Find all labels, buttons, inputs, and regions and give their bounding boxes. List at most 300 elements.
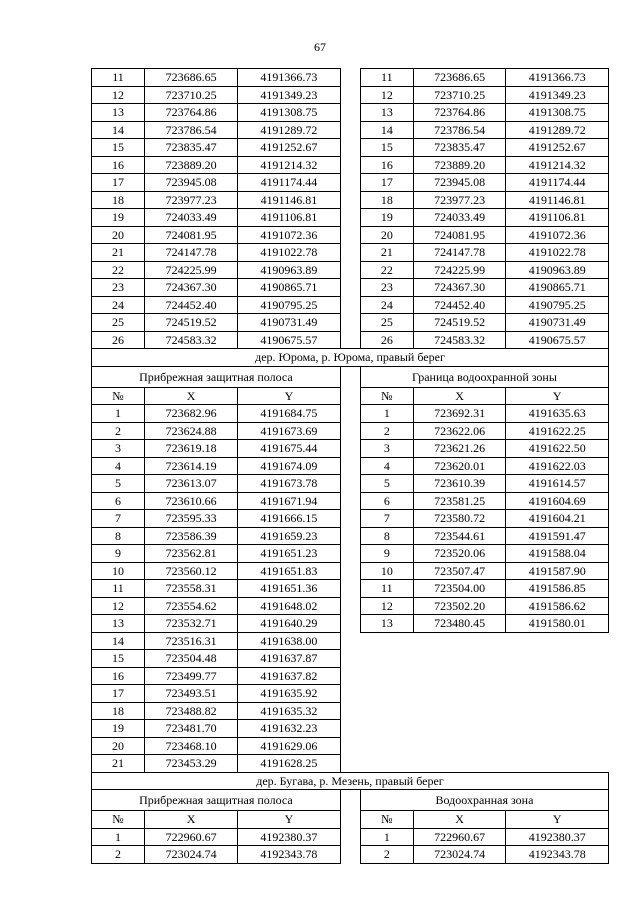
right-empty-cell <box>413 667 506 685</box>
left-y-coordinate: 4191106.81 <box>238 209 341 227</box>
subsection-titles-row <box>92 790 609 811</box>
right-y-coordinate: 4191289.72 <box>506 121 609 139</box>
column-gap <box>340 580 360 598</box>
right-x-coordinate: 723945.08 <box>413 174 506 192</box>
table-row <box>92 650 609 668</box>
left-point-number: 9 <box>92 545 145 563</box>
right-point-number: 13 <box>360 615 413 633</box>
left-y-coordinate: 4191349.23 <box>238 86 341 104</box>
table-row <box>92 331 609 349</box>
right-y-coordinate: 4191604.21 <box>506 510 609 528</box>
column-gap <box>340 737 360 755</box>
right-y-coordinate: 4191252.67 <box>506 139 609 157</box>
right-point-number: № <box>360 811 413 829</box>
right-empty-cell <box>360 650 413 668</box>
left-point-number: 21 <box>92 755 145 773</box>
right-point-number: 10 <box>360 562 413 580</box>
left-x-coordinate: 723786.54 <box>145 121 238 139</box>
left-y-coordinate: 4191675.44 <box>238 440 341 458</box>
left-x-coordinate: 724367.30 <box>145 279 238 297</box>
left-y-coordinate: 4191174.44 <box>238 174 341 192</box>
left-x-coordinate: 724081.95 <box>145 226 238 244</box>
left-y-coordinate: 4191659.23 <box>238 527 341 545</box>
left-point-number: 19 <box>92 209 145 227</box>
left-y-coordinate: 4191637.87 <box>238 650 341 668</box>
subsection-titles-row <box>92 366 609 387</box>
left-point-number: 13 <box>92 104 145 122</box>
table-row <box>92 632 609 650</box>
right-empty-cell <box>413 685 506 703</box>
table-row <box>92 702 609 720</box>
right-empty-cell <box>413 737 506 755</box>
left-y-coordinate: 4191072.36 <box>238 226 341 244</box>
column-gap <box>340 405 360 423</box>
left-point-number: 20 <box>92 226 145 244</box>
right-subsection-title: Водоохранная зона <box>360 790 608 811</box>
table-row <box>92 562 609 580</box>
column-gap <box>340 510 360 528</box>
left-y-coordinate: 4191651.36 <box>238 580 341 598</box>
right-y-coordinate: 4191622.25 <box>506 422 609 440</box>
right-y-coordinate: 4192343.78 <box>506 846 609 864</box>
column-gap <box>340 828 360 846</box>
left-point-number: 15 <box>92 650 145 668</box>
right-empty-cell <box>413 702 506 720</box>
column-gap <box>340 685 360 703</box>
left-x-coordinate: 723610.66 <box>145 492 238 510</box>
left-x-coordinate: 723532.71 <box>145 615 238 633</box>
left-y-coordinate: 4191022.78 <box>238 244 341 262</box>
right-point-number: 12 <box>360 597 413 615</box>
right-empty-cell <box>413 650 506 668</box>
table-row <box>92 86 609 104</box>
left-y-coordinate: 4191629.06 <box>238 737 341 755</box>
column-gap <box>340 244 360 262</box>
right-point-number: 17 <box>360 174 413 192</box>
column-gap <box>340 846 360 864</box>
column-gap <box>340 331 360 349</box>
right-x-coordinate: X <box>413 387 506 405</box>
column-gap <box>340 121 360 139</box>
left-point-number: 10 <box>92 562 145 580</box>
table-row <box>92 261 609 279</box>
table-row <box>92 685 609 703</box>
left-y-coordinate: 4191673.69 <box>238 422 341 440</box>
right-empty-cell <box>413 755 506 773</box>
left-y-coordinate: 4191146.81 <box>238 191 341 209</box>
left-x-coordinate: 723453.29 <box>145 755 238 773</box>
right-y-coordinate: 4191622.03 <box>506 457 609 475</box>
left-point-number: 14 <box>92 121 145 139</box>
right-empty-cell <box>360 685 413 703</box>
left-y-coordinate: 4191640.29 <box>238 615 341 633</box>
left-y-coordinate: 4191628.25 <box>238 755 341 773</box>
left-point-number: 25 <box>92 314 145 332</box>
right-y-coordinate: 4191366.73 <box>506 69 609 87</box>
page-number: 67 <box>314 40 326 54</box>
right-x-coordinate: 724081.95 <box>413 226 506 244</box>
left-x-coordinate: 723614.19 <box>145 457 238 475</box>
column-gap <box>340 790 360 811</box>
table-row <box>92 527 609 545</box>
left-point-number: 3 <box>92 440 145 458</box>
column-header-row <box>92 387 609 405</box>
right-y-coordinate: 4190731.49 <box>506 314 609 332</box>
right-subsection-title: Граница водоохранной зоны <box>360 366 608 387</box>
right-y-coordinate: 4191586.62 <box>506 597 609 615</box>
right-empty-cell <box>506 632 609 650</box>
table-row <box>92 828 609 846</box>
right-x-coordinate: 723835.47 <box>413 139 506 157</box>
left-x-coordinate: 723493.51 <box>145 685 238 703</box>
right-empty-cell <box>360 702 413 720</box>
table-row <box>92 405 609 423</box>
right-point-number: 12 <box>360 86 413 104</box>
column-gap <box>340 720 360 738</box>
left-point-number: 18 <box>92 191 145 209</box>
left-x-coordinate: 723504.48 <box>145 650 238 668</box>
left-point-number: 15 <box>92 139 145 157</box>
right-point-number: 13 <box>360 104 413 122</box>
right-y-coordinate: 4191146.81 <box>506 191 609 209</box>
column-gap <box>340 261 360 279</box>
right-point-number: 1 <box>360 828 413 846</box>
right-y-coordinate: 4191308.75 <box>506 104 609 122</box>
table-row <box>92 597 609 615</box>
left-point-number: 14 <box>92 632 145 650</box>
right-x-coordinate: 723024.74 <box>413 846 506 864</box>
right-x-coordinate: X <box>413 811 506 829</box>
right-x-coordinate: 723507.47 <box>413 562 506 580</box>
right-point-number: 11 <box>360 580 413 598</box>
left-point-number: 2 <box>92 422 145 440</box>
right-empty-cell <box>506 737 609 755</box>
right-x-coordinate: 723480.45 <box>413 615 506 633</box>
column-gap <box>340 279 360 297</box>
left-point-number: 1 <box>92 828 145 846</box>
right-y-coordinate: 4191214.32 <box>506 156 609 174</box>
coordinates-sheet <box>91 68 609 864</box>
column-gap <box>340 632 360 650</box>
table-row <box>92 174 609 192</box>
left-point-number: 18 <box>92 702 145 720</box>
right-point-number: 21 <box>360 244 413 262</box>
column-gap <box>340 492 360 510</box>
left-x-coordinate: 723468.10 <box>145 737 238 755</box>
right-point-number: 24 <box>360 296 413 314</box>
left-x-coordinate: 723558.31 <box>145 580 238 598</box>
left-x-coordinate: 724033.49 <box>145 209 238 227</box>
column-gap <box>340 209 360 227</box>
table-row <box>92 69 609 87</box>
left-x-coordinate: 723560.12 <box>145 562 238 580</box>
left-x-coordinate: 723710.25 <box>145 86 238 104</box>
column-gap <box>340 314 360 332</box>
right-y-coordinate: 4191586.85 <box>506 580 609 598</box>
right-point-number: 5 <box>360 475 413 493</box>
right-empty-cell <box>506 720 609 738</box>
left-point-number: № <box>92 811 145 829</box>
table-row <box>92 846 609 864</box>
table-row <box>92 244 609 262</box>
left-y-coordinate: 4191252.67 <box>238 139 341 157</box>
left-x-coordinate: 724519.52 <box>145 314 238 332</box>
right-empty-cell <box>413 720 506 738</box>
column-gap <box>340 755 360 773</box>
right-point-number: 1 <box>360 405 413 423</box>
coordinates-table-body <box>92 69 609 864</box>
right-y-coordinate: 4190795.25 <box>506 296 609 314</box>
section-title: дер. Юрома, р. Юрома, правый берег <box>92 349 609 367</box>
column-header-row <box>92 811 609 829</box>
right-point-number: 19 <box>360 209 413 227</box>
table-row <box>92 667 609 685</box>
right-x-coordinate: 723520.06 <box>413 545 506 563</box>
left-x-coordinate: 723024.74 <box>145 846 238 864</box>
right-x-coordinate: 722960.67 <box>413 828 506 846</box>
right-x-coordinate: 724367.30 <box>413 279 506 297</box>
right-y-coordinate: 4191174.44 <box>506 174 609 192</box>
left-x-coordinate: 723613.07 <box>145 475 238 493</box>
right-x-coordinate: 724583.32 <box>413 331 506 349</box>
left-point-number: 5 <box>92 475 145 493</box>
left-point-number: 19 <box>92 720 145 738</box>
right-point-number: 16 <box>360 156 413 174</box>
right-point-number: 2 <box>360 846 413 864</box>
table-row <box>92 191 609 209</box>
right-empty-cell <box>413 632 506 650</box>
column-gap <box>340 139 360 157</box>
right-y-coordinate: 4191022.78 <box>506 244 609 262</box>
table-row <box>92 209 609 227</box>
left-x-coordinate: 722960.67 <box>145 828 238 846</box>
right-point-number: 25 <box>360 314 413 332</box>
right-point-number: 4 <box>360 457 413 475</box>
right-empty-cell <box>360 755 413 773</box>
right-x-coordinate: 723889.20 <box>413 156 506 174</box>
column-gap <box>340 86 360 104</box>
left-x-coordinate: 723488.82 <box>145 702 238 720</box>
left-x-coordinate: 724583.32 <box>145 331 238 349</box>
right-x-coordinate: 723504.00 <box>413 580 506 598</box>
left-y-coordinate: 4191289.72 <box>238 121 341 139</box>
section-title: дер. Бугава, р. Мезень, правый берег <box>92 772 609 790</box>
coordinates-table <box>91 68 609 864</box>
right-x-coordinate: 723621.26 <box>413 440 506 458</box>
left-point-number: 8 <box>92 527 145 545</box>
right-empty-cell <box>506 667 609 685</box>
column-gap <box>340 226 360 244</box>
left-point-number: 12 <box>92 597 145 615</box>
column-gap <box>340 387 360 405</box>
column-gap <box>340 650 360 668</box>
right-empty-cell <box>360 737 413 755</box>
left-point-number: 6 <box>92 492 145 510</box>
right-y-coordinate: 4191349.23 <box>506 86 609 104</box>
right-empty-cell <box>506 702 609 720</box>
left-point-number: 16 <box>92 667 145 685</box>
left-point-number: 13 <box>92 615 145 633</box>
left-x-coordinate: 724147.78 <box>145 244 238 262</box>
table-row <box>92 615 609 633</box>
right-point-number: 18 <box>360 191 413 209</box>
right-empty-cell <box>360 632 413 650</box>
left-x-coordinate: 723686.65 <box>145 69 238 87</box>
left-x-coordinate: 723562.81 <box>145 545 238 563</box>
left-y-coordinate: 4190675.57 <box>238 331 341 349</box>
table-row <box>92 139 609 157</box>
right-point-number: 15 <box>360 139 413 157</box>
right-y-coordinate: 4191588.04 <box>506 545 609 563</box>
table-row <box>92 440 609 458</box>
left-point-number: 23 <box>92 279 145 297</box>
column-gap <box>340 597 360 615</box>
left-y-coordinate: 4191366.73 <box>238 69 341 87</box>
column-gap <box>340 440 360 458</box>
table-row <box>92 737 609 755</box>
left-y-coordinate: Y <box>238 387 341 405</box>
left-point-number: 20 <box>92 737 145 755</box>
left-y-coordinate: 4191651.83 <box>238 562 341 580</box>
right-point-number: 23 <box>360 279 413 297</box>
right-y-coordinate: 4191587.90 <box>506 562 609 580</box>
right-y-coordinate: 4191614.57 <box>506 475 609 493</box>
table-row <box>92 226 609 244</box>
right-point-number: 22 <box>360 261 413 279</box>
right-y-coordinate: 4191591.47 <box>506 527 609 545</box>
left-x-coordinate: 723619.18 <box>145 440 238 458</box>
right-point-number: 8 <box>360 527 413 545</box>
left-y-coordinate: 4191673.78 <box>238 475 341 493</box>
left-subsection-title: Прибрежная защитная полоса <box>92 790 341 811</box>
left-y-coordinate: 4191635.92 <box>238 685 341 703</box>
right-y-coordinate: 4191622.50 <box>506 440 609 458</box>
right-point-number: 26 <box>360 331 413 349</box>
left-x-coordinate: 723586.39 <box>145 527 238 545</box>
column-gap <box>340 191 360 209</box>
right-x-coordinate: 723622.06 <box>413 422 506 440</box>
right-x-coordinate: 723580.72 <box>413 510 506 528</box>
left-y-coordinate: 4192380.37 <box>238 828 341 846</box>
left-point-number: 17 <box>92 685 145 703</box>
left-point-number: 2 <box>92 846 145 864</box>
left-point-number: 17 <box>92 174 145 192</box>
right-x-coordinate: 723581.25 <box>413 492 506 510</box>
left-x-coordinate: 723624.88 <box>145 422 238 440</box>
column-gap <box>340 667 360 685</box>
right-x-coordinate: 723764.86 <box>413 104 506 122</box>
left-y-coordinate: 4191674.09 <box>238 457 341 475</box>
left-y-coordinate: 4191651.23 <box>238 545 341 563</box>
right-empty-cell <box>360 667 413 685</box>
right-y-coordinate: 4190963.89 <box>506 261 609 279</box>
right-point-number: 20 <box>360 226 413 244</box>
left-point-number: 12 <box>92 86 145 104</box>
table-row <box>92 580 609 598</box>
right-point-number: № <box>360 387 413 405</box>
left-point-number: 16 <box>92 156 145 174</box>
right-x-coordinate: 724147.78 <box>413 244 506 262</box>
left-point-number: 11 <box>92 580 145 598</box>
right-x-coordinate: 723502.20 <box>413 597 506 615</box>
table-row <box>92 314 609 332</box>
section-title-row <box>92 772 609 790</box>
left-subsection-title: Прибрежная защитная полоса <box>92 366 341 387</box>
right-point-number: 2 <box>360 422 413 440</box>
table-row <box>92 457 609 475</box>
right-point-number: 9 <box>360 545 413 563</box>
left-y-coordinate: 4190795.25 <box>238 296 341 314</box>
left-y-coordinate: 4190963.89 <box>238 261 341 279</box>
right-x-coordinate: 723977.23 <box>413 191 506 209</box>
right-x-coordinate: 724452.40 <box>413 296 506 314</box>
column-gap <box>340 366 360 387</box>
right-y-coordinate: 4191635.63 <box>506 405 609 423</box>
section-title-row <box>92 349 609 367</box>
left-y-coordinate: 4191214.32 <box>238 156 341 174</box>
right-y-coordinate: 4191072.36 <box>506 226 609 244</box>
column-gap <box>340 615 360 633</box>
right-point-number: 14 <box>360 121 413 139</box>
left-x-coordinate: 723595.33 <box>145 510 238 528</box>
right-x-coordinate: 723710.25 <box>413 86 506 104</box>
table-row <box>92 422 609 440</box>
right-y-coordinate: 4191106.81 <box>506 209 609 227</box>
right-x-coordinate: 723686.65 <box>413 69 506 87</box>
left-point-number: 22 <box>92 261 145 279</box>
table-row <box>92 475 609 493</box>
right-x-coordinate: 723610.39 <box>413 475 506 493</box>
left-point-number: 7 <box>92 510 145 528</box>
left-x-coordinate: 723682.96 <box>145 405 238 423</box>
right-x-coordinate: 723786.54 <box>413 121 506 139</box>
right-x-coordinate: 724519.52 <box>413 314 506 332</box>
right-x-coordinate: 723620.01 <box>413 457 506 475</box>
right-empty-cell <box>360 720 413 738</box>
left-point-number: 1 <box>92 405 145 423</box>
table-row <box>92 755 609 773</box>
left-point-number: 11 <box>92 69 145 87</box>
left-x-coordinate: 723554.62 <box>145 597 238 615</box>
left-point-number: 21 <box>92 244 145 262</box>
right-y-coordinate: 4192380.37 <box>506 828 609 846</box>
right-empty-cell <box>506 685 609 703</box>
left-x-coordinate: X <box>145 811 238 829</box>
left-y-coordinate: 4191671.94 <box>238 492 341 510</box>
left-x-coordinate: 724225.99 <box>145 261 238 279</box>
column-gap <box>340 527 360 545</box>
left-x-coordinate: X <box>145 387 238 405</box>
right-x-coordinate: 723544.61 <box>413 527 506 545</box>
column-gap <box>340 104 360 122</box>
column-gap <box>340 562 360 580</box>
right-x-coordinate: 724225.99 <box>413 261 506 279</box>
left-y-coordinate: 4191635.32 <box>238 702 341 720</box>
left-y-coordinate: Y <box>238 811 341 829</box>
column-gap <box>340 702 360 720</box>
left-x-coordinate: 723499.77 <box>145 667 238 685</box>
left-point-number: 24 <box>92 296 145 314</box>
left-y-coordinate: 4191684.75 <box>238 405 341 423</box>
left-x-coordinate: 724452.40 <box>145 296 238 314</box>
right-x-coordinate: 724033.49 <box>413 209 506 227</box>
right-y-coordinate: 4191604.69 <box>506 492 609 510</box>
left-y-coordinate: 4191648.02 <box>238 597 341 615</box>
right-point-number: 11 <box>360 69 413 87</box>
table-row <box>92 296 609 314</box>
right-point-number: 6 <box>360 492 413 510</box>
left-y-coordinate: 4190731.49 <box>238 314 341 332</box>
